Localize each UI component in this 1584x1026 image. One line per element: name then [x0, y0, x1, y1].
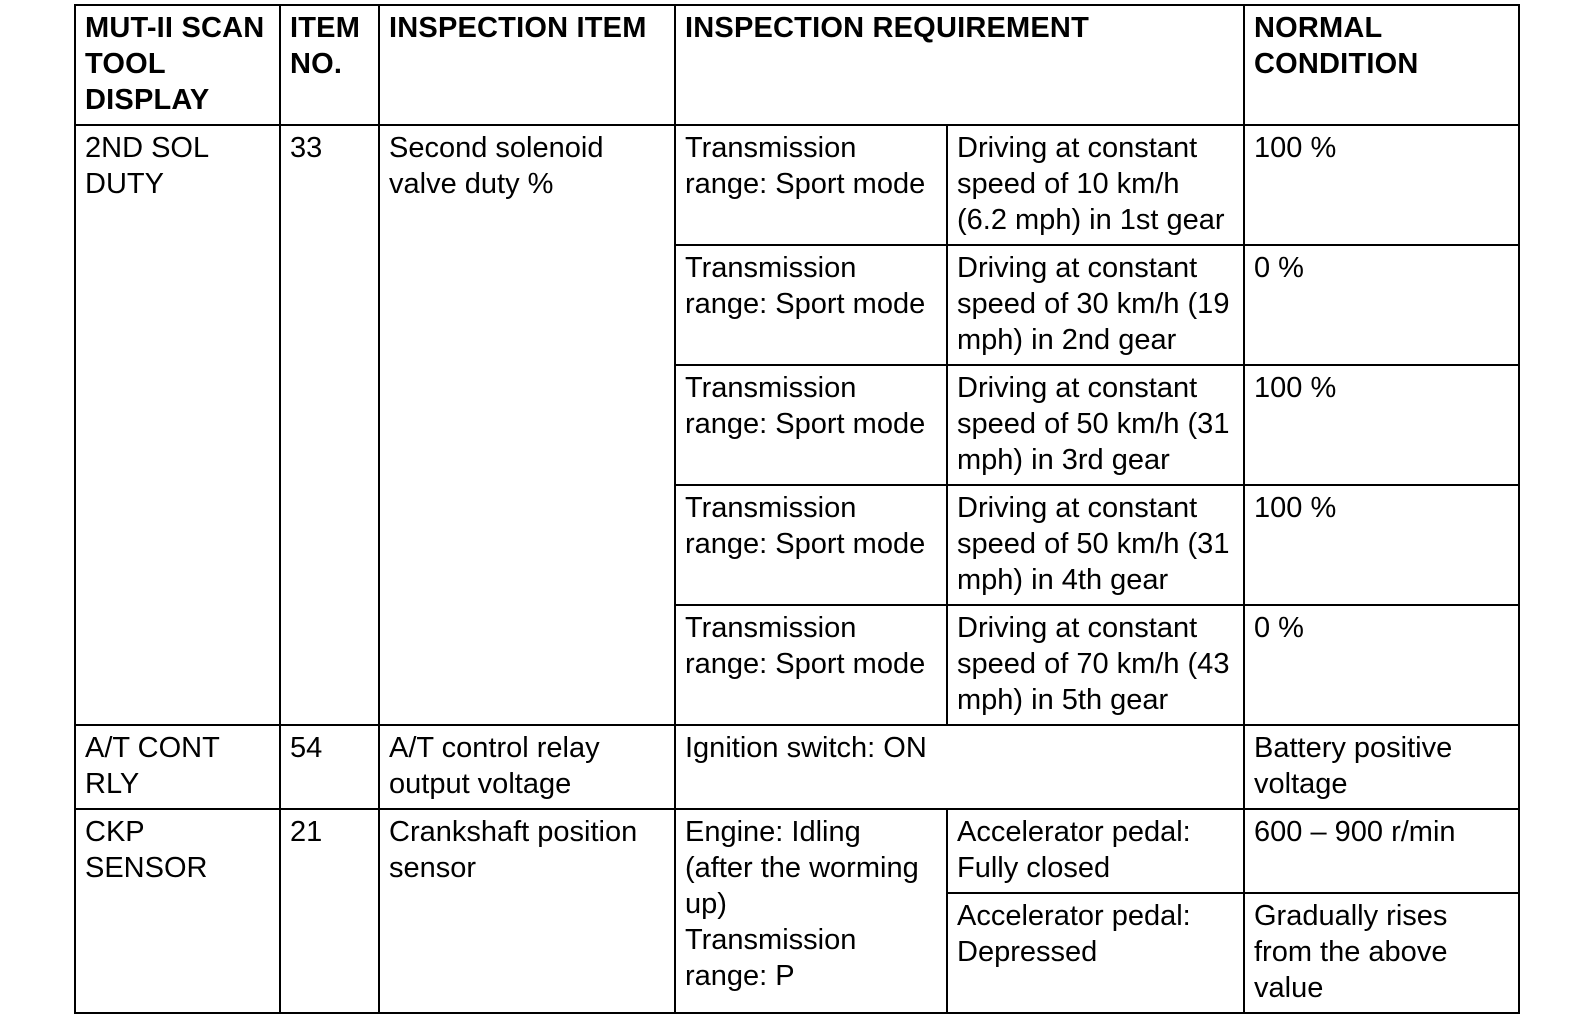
header-inspection-item: INSPECTION ITEM [379, 5, 675, 125]
table-row [75, 125, 1519, 245]
cell-display: CKP SENSOR [75, 809, 280, 1013]
cell-driving-condition: Driving at constant speed of 30 km/h (19 mph) in 2nd gear [947, 245, 1244, 365]
cell-display: A/T CONT RLY [75, 725, 280, 809]
table-row [75, 809, 1519, 893]
cell-normal-condition: 100 % [1244, 485, 1519, 605]
cell-normal-condition: 0 % [1244, 245, 1519, 365]
cell-inspection-item: Crankshaft position sensor [379, 809, 675, 1013]
cell-transmission-range: Transmission range: Sport mode [675, 485, 947, 605]
cell-normal-condition: 100 % [1244, 125, 1519, 245]
header-scan-tool-display: MUT-II SCAN TOOL DISPLAY [75, 5, 280, 125]
cell-driving-condition: Driving at constant speed of 50 km/h (31 mph) in 4th gear [947, 485, 1244, 605]
cell-inspection-item: A/T control relay output voltage [379, 725, 675, 809]
cell-driving-condition: Driving at constant speed of 50 km/h (31 mph) in 3rd gear [947, 365, 1244, 485]
cell-display: 2ND SOL DUTY [75, 125, 280, 725]
cell-normal-condition: 100 % [1244, 365, 1519, 485]
cell-item-no: 21 [280, 809, 379, 1013]
cell-engine-condition: Engine: Idling (after the worming up) Transmission range: P [675, 809, 947, 1013]
cell-driving-condition: Driving at constant speed of 10 km/h (6.2 mph) in 1st gear [947, 125, 1244, 245]
cell-normal-condition: 0 % [1244, 605, 1519, 725]
header-normal-condition: NORMAL CONDITION [1244, 5, 1519, 125]
cell-pedal-condition: Accelerator pedal: Fully closed [947, 809, 1244, 893]
cell-inspection-requirement: Ignition switch: ON [675, 725, 1244, 809]
table-header-row [75, 5, 1519, 125]
cell-inspection-item: Second solenoid valve duty % [379, 125, 675, 725]
cell-transmission-range: Transmission range: Sport mode [675, 365, 947, 485]
cell-transmission-range: Transmission range: Sport mode [675, 245, 947, 365]
header-inspection-requirement: INSPECTION REQUIREMENT [675, 5, 1244, 125]
inspection-table [74, 4, 1520, 1014]
cell-item-no: 54 [280, 725, 379, 809]
cell-normal-condition: Gradually rises from the above value [1244, 893, 1519, 1013]
cell-pedal-condition: Accelerator pedal: Depressed [947, 893, 1244, 1013]
cell-transmission-range: Transmission range: Sport mode [675, 605, 947, 725]
cell-normal-condition: Battery positive voltage [1244, 725, 1519, 809]
cell-driving-condition: Driving at constant speed of 70 km/h (43 mph) in 5th gear [947, 605, 1244, 725]
cell-normal-condition: 600 – 900 r/min [1244, 809, 1519, 893]
table-row [75, 725, 1519, 809]
cell-transmission-range: Transmission range: Sport mode [675, 125, 947, 245]
cell-item-no: 33 [280, 125, 379, 725]
header-item-no: ITEM NO. [280, 5, 379, 125]
